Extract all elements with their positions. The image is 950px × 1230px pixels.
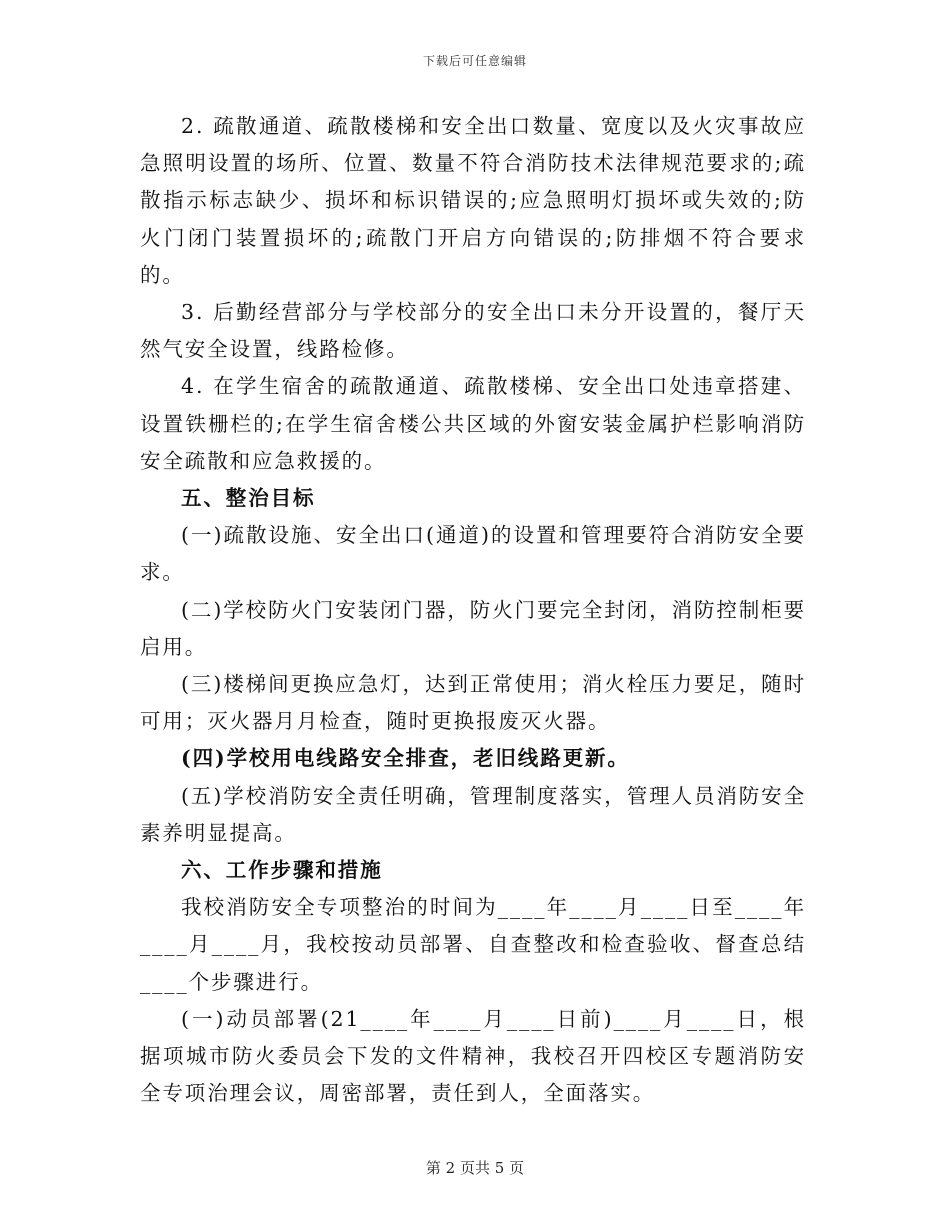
page-header: 下载后可任意编辑 [422, 54, 527, 68]
goal-2-paragraph: (二)学校防火门安装闭门器，防火门要完全封闭，消防控制柜要启用。 [140, 597, 806, 659]
item-2-paragraph: 2. 疏散通道、疏散楼梯和安全出口数量、宽度以及火灾事故应急照明设置的场所、位置、数量不符合消防技术法律规范要求的;疏散指示标志缺少、损坏和标识错误的;应急照明灯损坏或失效的;防火门闭门装置损坏的;疏散门开启方向错误的;防排烟不符合要求的。 [140, 114, 806, 287]
item-3-paragraph: 3. 后勤经营部分与学校部分的安全出口未分开设置的，餐厅天然气安全设置，线路检修。 [140, 300, 806, 362]
goal-3-paragraph: (三)楼梯间更换应急灯，达到正常使用；消火栓压力要足，随时可用；灭火器月月检查，随时更换报废灭火器。 [140, 672, 806, 734]
goal-5-paragraph: (五)学校消防安全责任明确，管理制度落实，管理人员消防安全素养明显提高。 [140, 783, 806, 845]
item-4-paragraph: 4. 在学生宿舍的疏散通道、疏散楼梯、安全出口处违章搭建、设置铁栅栏的;在学生宿舍楼公共区域的外窗安装金属护栏影响消防安全疏散和应急救援的。 [140, 374, 806, 473]
page-number: 第 2 页共 5 页 [425, 1159, 525, 1177]
goal-4-paragraph: (四)学校用电线路安全排查，老旧线路更新。 [181, 746, 630, 771]
goal-1-paragraph: (一)疏散设施、安全出口(通道)的设置和管理要符合消防安全要求。 [140, 523, 806, 585]
step-1-paragraph: (一)动员部署(21____年____月____日前)____月____日，根据项城市防火委员会下发的文件精神，我校召开四校区专题消防安全专项治理会议，周密部署，责任到人，全面落实。 [140, 1006, 806, 1106]
section-heading-goals: 五、整治目标 [181, 486, 316, 511]
schedule-paragraph: 我校消防安全专项整治的时间为____年____月____日至____年____月____月，我校按动员部署、自查整改和检查验收、督查总结____个步骤进行。 [140, 895, 806, 994]
document-body [140, 108, 806, 1112]
section-heading-steps: 六、工作步骤和措施 [181, 858, 383, 883]
